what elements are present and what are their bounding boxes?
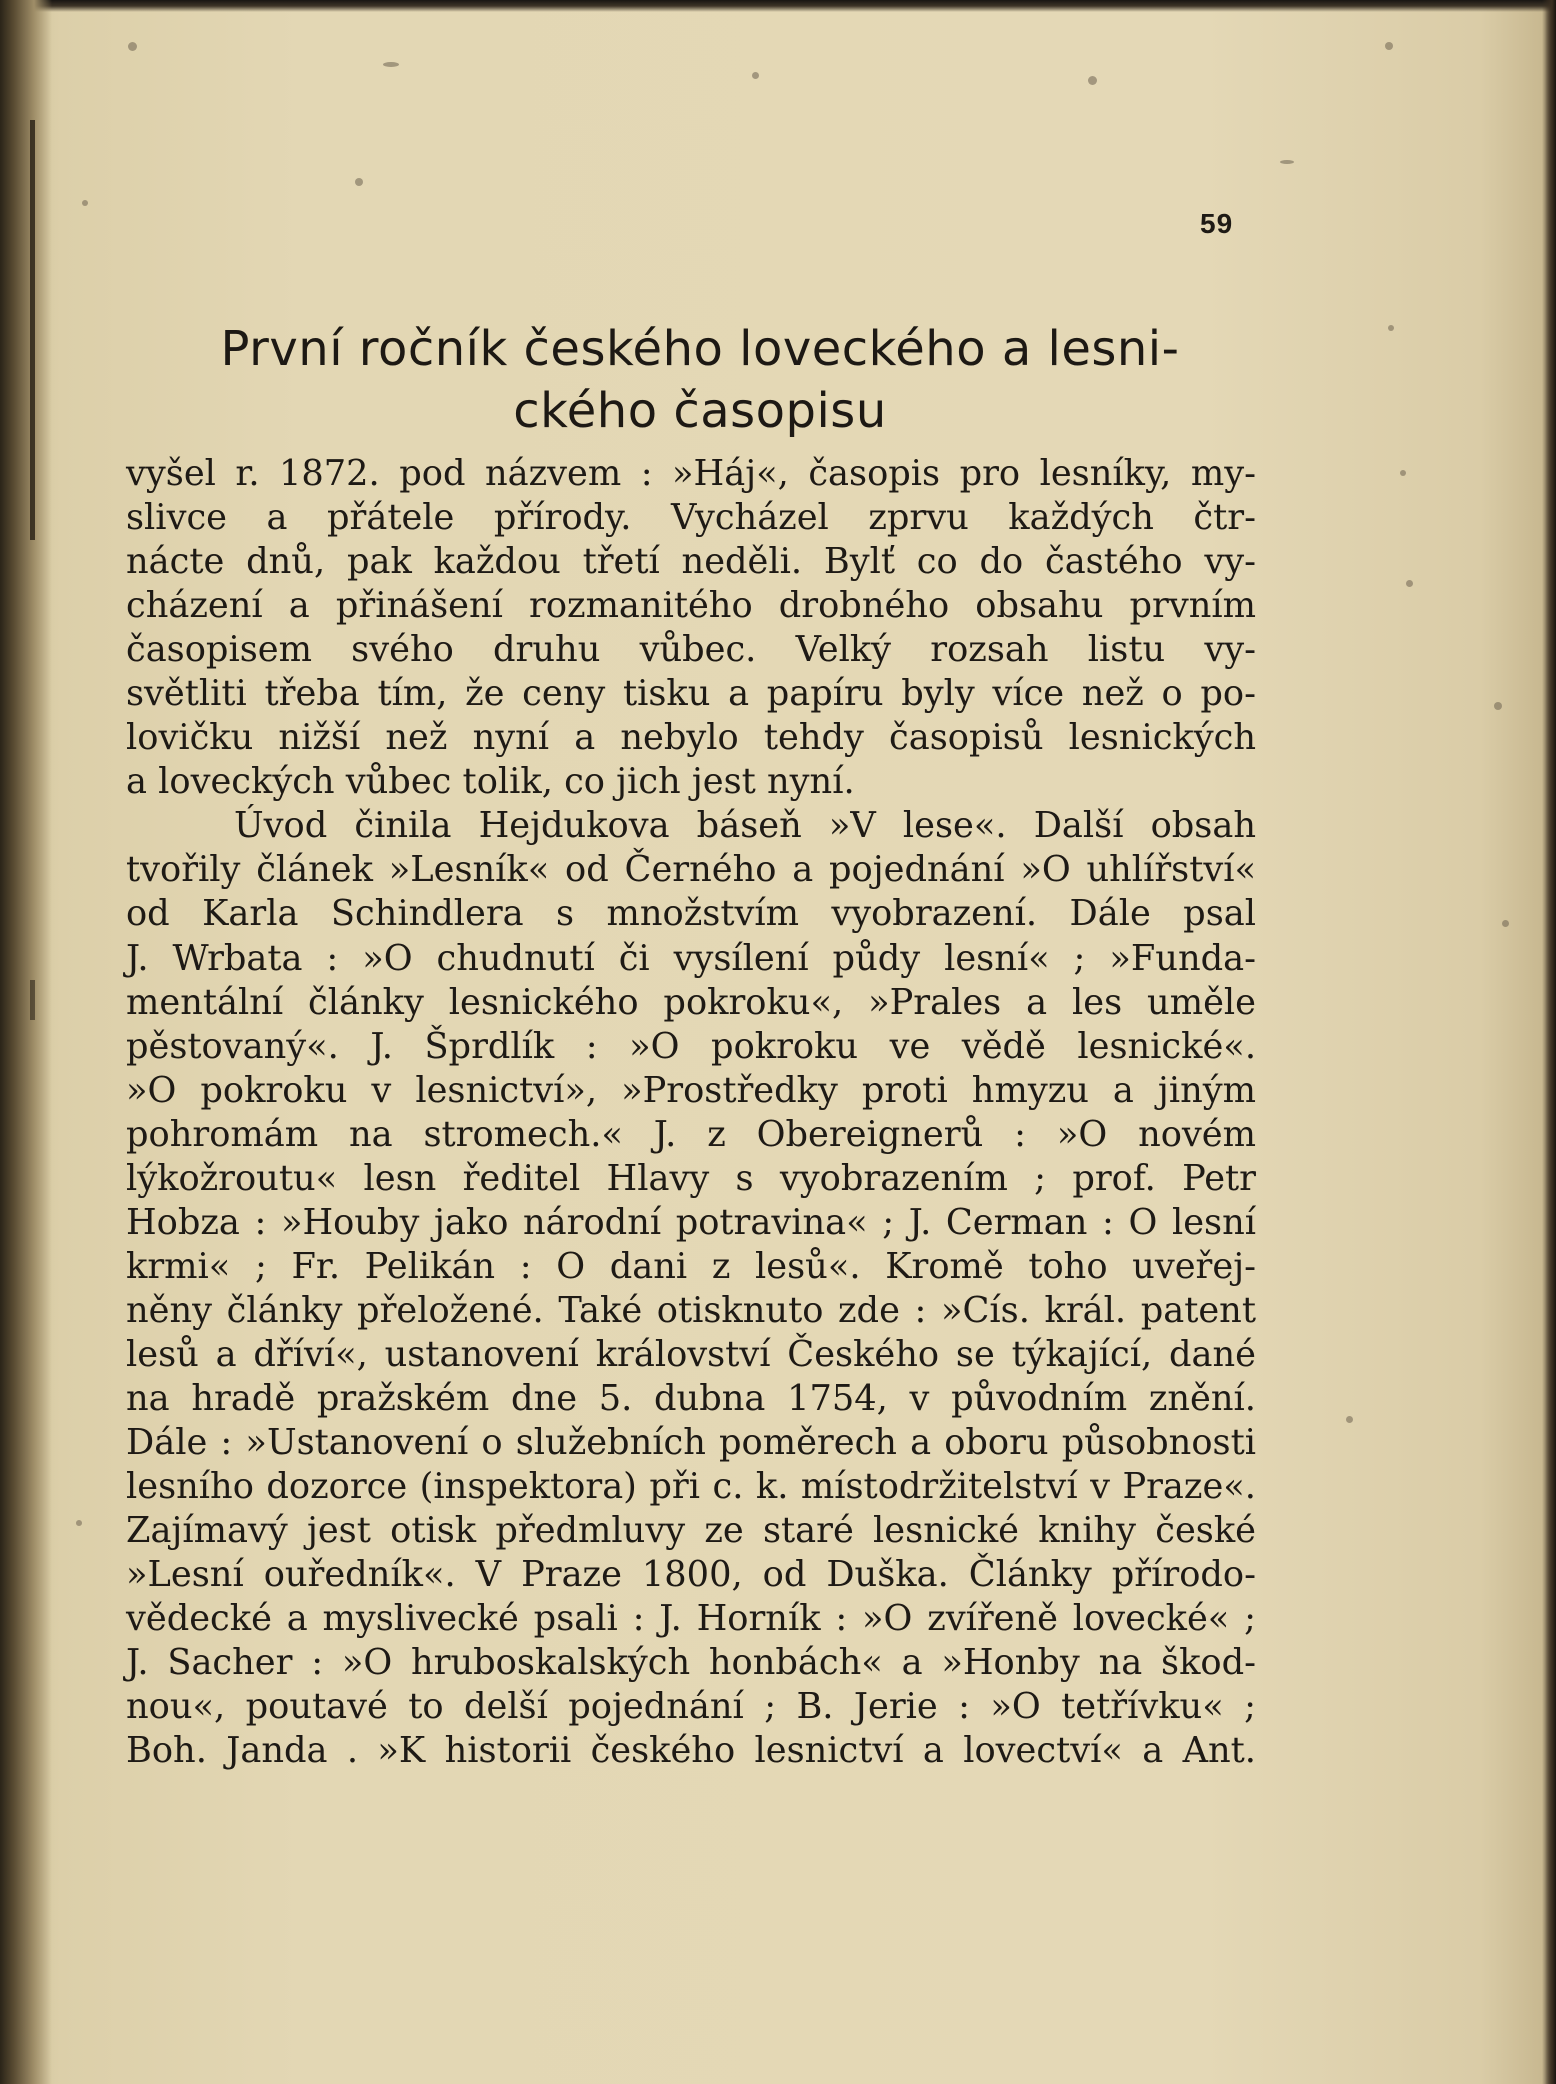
body-text: [126, 452, 1256, 1773]
text-line: J. Wrbata : »O chudnutí či vysílení půdy lesní« ; »Funda-: [126, 937, 1256, 979]
text-line: světliti třeba tím, že ceny tisku a papíru byly více než o po-: [126, 673, 1256, 715]
binding-gutter: [0, 0, 52, 2084]
text-line: lýkožroutu« lesn ředitel Hlavy s vyobrazením ; prof. Petr: [126, 1157, 1256, 1199]
text-line: vyšel r. 1872. pod názvem : »Háj«, časopis pro lesníky, my-: [126, 453, 1256, 494]
paper-speck: [76, 1520, 82, 1526]
top-edge-shadow: [0, 0, 1556, 12]
text-line: náctе dnů, pak každou třetí neděli. Bylť co do častého vy-: [126, 541, 1256, 583]
paper-speck: [383, 62, 399, 67]
text-line: Dále : »Ustanovení o služebních poměrech a oboru působnosti: [126, 1422, 1256, 1464]
paper-speck: [82, 200, 88, 206]
text-line: krmi« ; Fr. Pelikán : O dani z lesů«. Kromě toho uveřej-: [126, 1245, 1256, 1287]
text-line: a loveckých vůbec tolik, co jich jest nyní.: [126, 761, 855, 803]
text-line: od Karla Schindlera s množstvím vyobrazení. Dále psal: [126, 893, 1256, 935]
text-line: lovičku nižší než nyní a nebylo tehdy časopisů lesnických: [126, 717, 1256, 759]
text-line: mentální články lesnického pokroku«, »Prales a les umělе: [126, 981, 1256, 1023]
text-line: lesního dozorce (inspektora) při c. k. místodržitelství v Praze«.: [126, 1466, 1256, 1508]
text-line: na hradě pražském dne 5. dubna 1754, v původním znění.: [126, 1377, 1256, 1419]
gutter-mark: [30, 980, 35, 1020]
paper-speck: [1346, 1416, 1353, 1423]
title-line: První ročník českého loveckého a lesni-: [220, 321, 1180, 377]
text-line: pěstovaný«. J. Šprdlík : »O pokroku ve vědě lesnické«.: [126, 1025, 1256, 1067]
paper-speck: [1388, 325, 1394, 331]
text-line: slivce a přátele přírody. Vycházel zprvu každých čtr-: [126, 497, 1256, 539]
chapter-title: [125, 318, 1275, 442]
paper-speck: [1406, 580, 1413, 587]
title-line: ckého časopisu: [513, 383, 887, 439]
page-number: 59: [1200, 208, 1234, 239]
paper-speck: [752, 72, 759, 79]
text-line: pohromám na stromech.« J. z Obereignerů : »O novém: [126, 1113, 1256, 1155]
paper-speck: [1280, 160, 1294, 164]
text-line: časopisem svého druhu vůbec. Velký rozsah listu vy-: [126, 629, 1256, 671]
paper-speck: [1502, 920, 1509, 927]
paper-speck: [1494, 702, 1502, 710]
text-line: J. Sacher : »O hruboskalských honbách« a »Honby na škod-: [126, 1642, 1256, 1684]
paper-speck: [355, 178, 363, 186]
text-line: nou«, poutavé to delší pojednání ; B. Jerie : »O tetřívku« ;: [126, 1686, 1256, 1728]
text-line: Hobza : »Houby jako národní potravina« ; J. Cerman : O lesní: [126, 1201, 1256, 1243]
text-line: něny články přeložené. Také otisknuto zde : »Cís. král. patent: [126, 1289, 1256, 1331]
text-line: lesů a dříví«, ustanovení království Českého se týkající, dané: [126, 1333, 1256, 1375]
gutter-mark: [30, 120, 35, 540]
paper-speck: [1400, 470, 1406, 476]
text-line: »Lesní ouředník«. V Praze 1800, od Duška. Články přírodo-: [126, 1554, 1256, 1596]
paper-speck: [1385, 42, 1393, 50]
text-line: cházení a přinášení rozmanitého drobného obsahu prvním: [126, 585, 1256, 627]
paper-speck: [128, 42, 137, 51]
paper-speck: [1088, 76, 1097, 85]
text-line: Zajímavý jest otisk předmluvy ze staré lesnické knihy české: [126, 1510, 1256, 1552]
right-page-edge: [1542, 0, 1556, 2084]
text-line: Boh. Janda . »K historii českého lesnictví a lovectví« a Ant.: [126, 1730, 1256, 1772]
text-line: Úvod činila Hejdukova báseň »V lese«. Další obsah: [234, 805, 1256, 847]
text-line: vědecké a myslivecké psali : J. Horník : »O zvířeně lovecké« ;: [126, 1598, 1256, 1640]
text-line: tvořily článek »Lesník« od Černého a pojednání »O uhlířství«: [126, 849, 1256, 891]
text-line: »O pokroku v lesnictví», »Prostředky proti hmyzu a jiným: [126, 1069, 1256, 1111]
